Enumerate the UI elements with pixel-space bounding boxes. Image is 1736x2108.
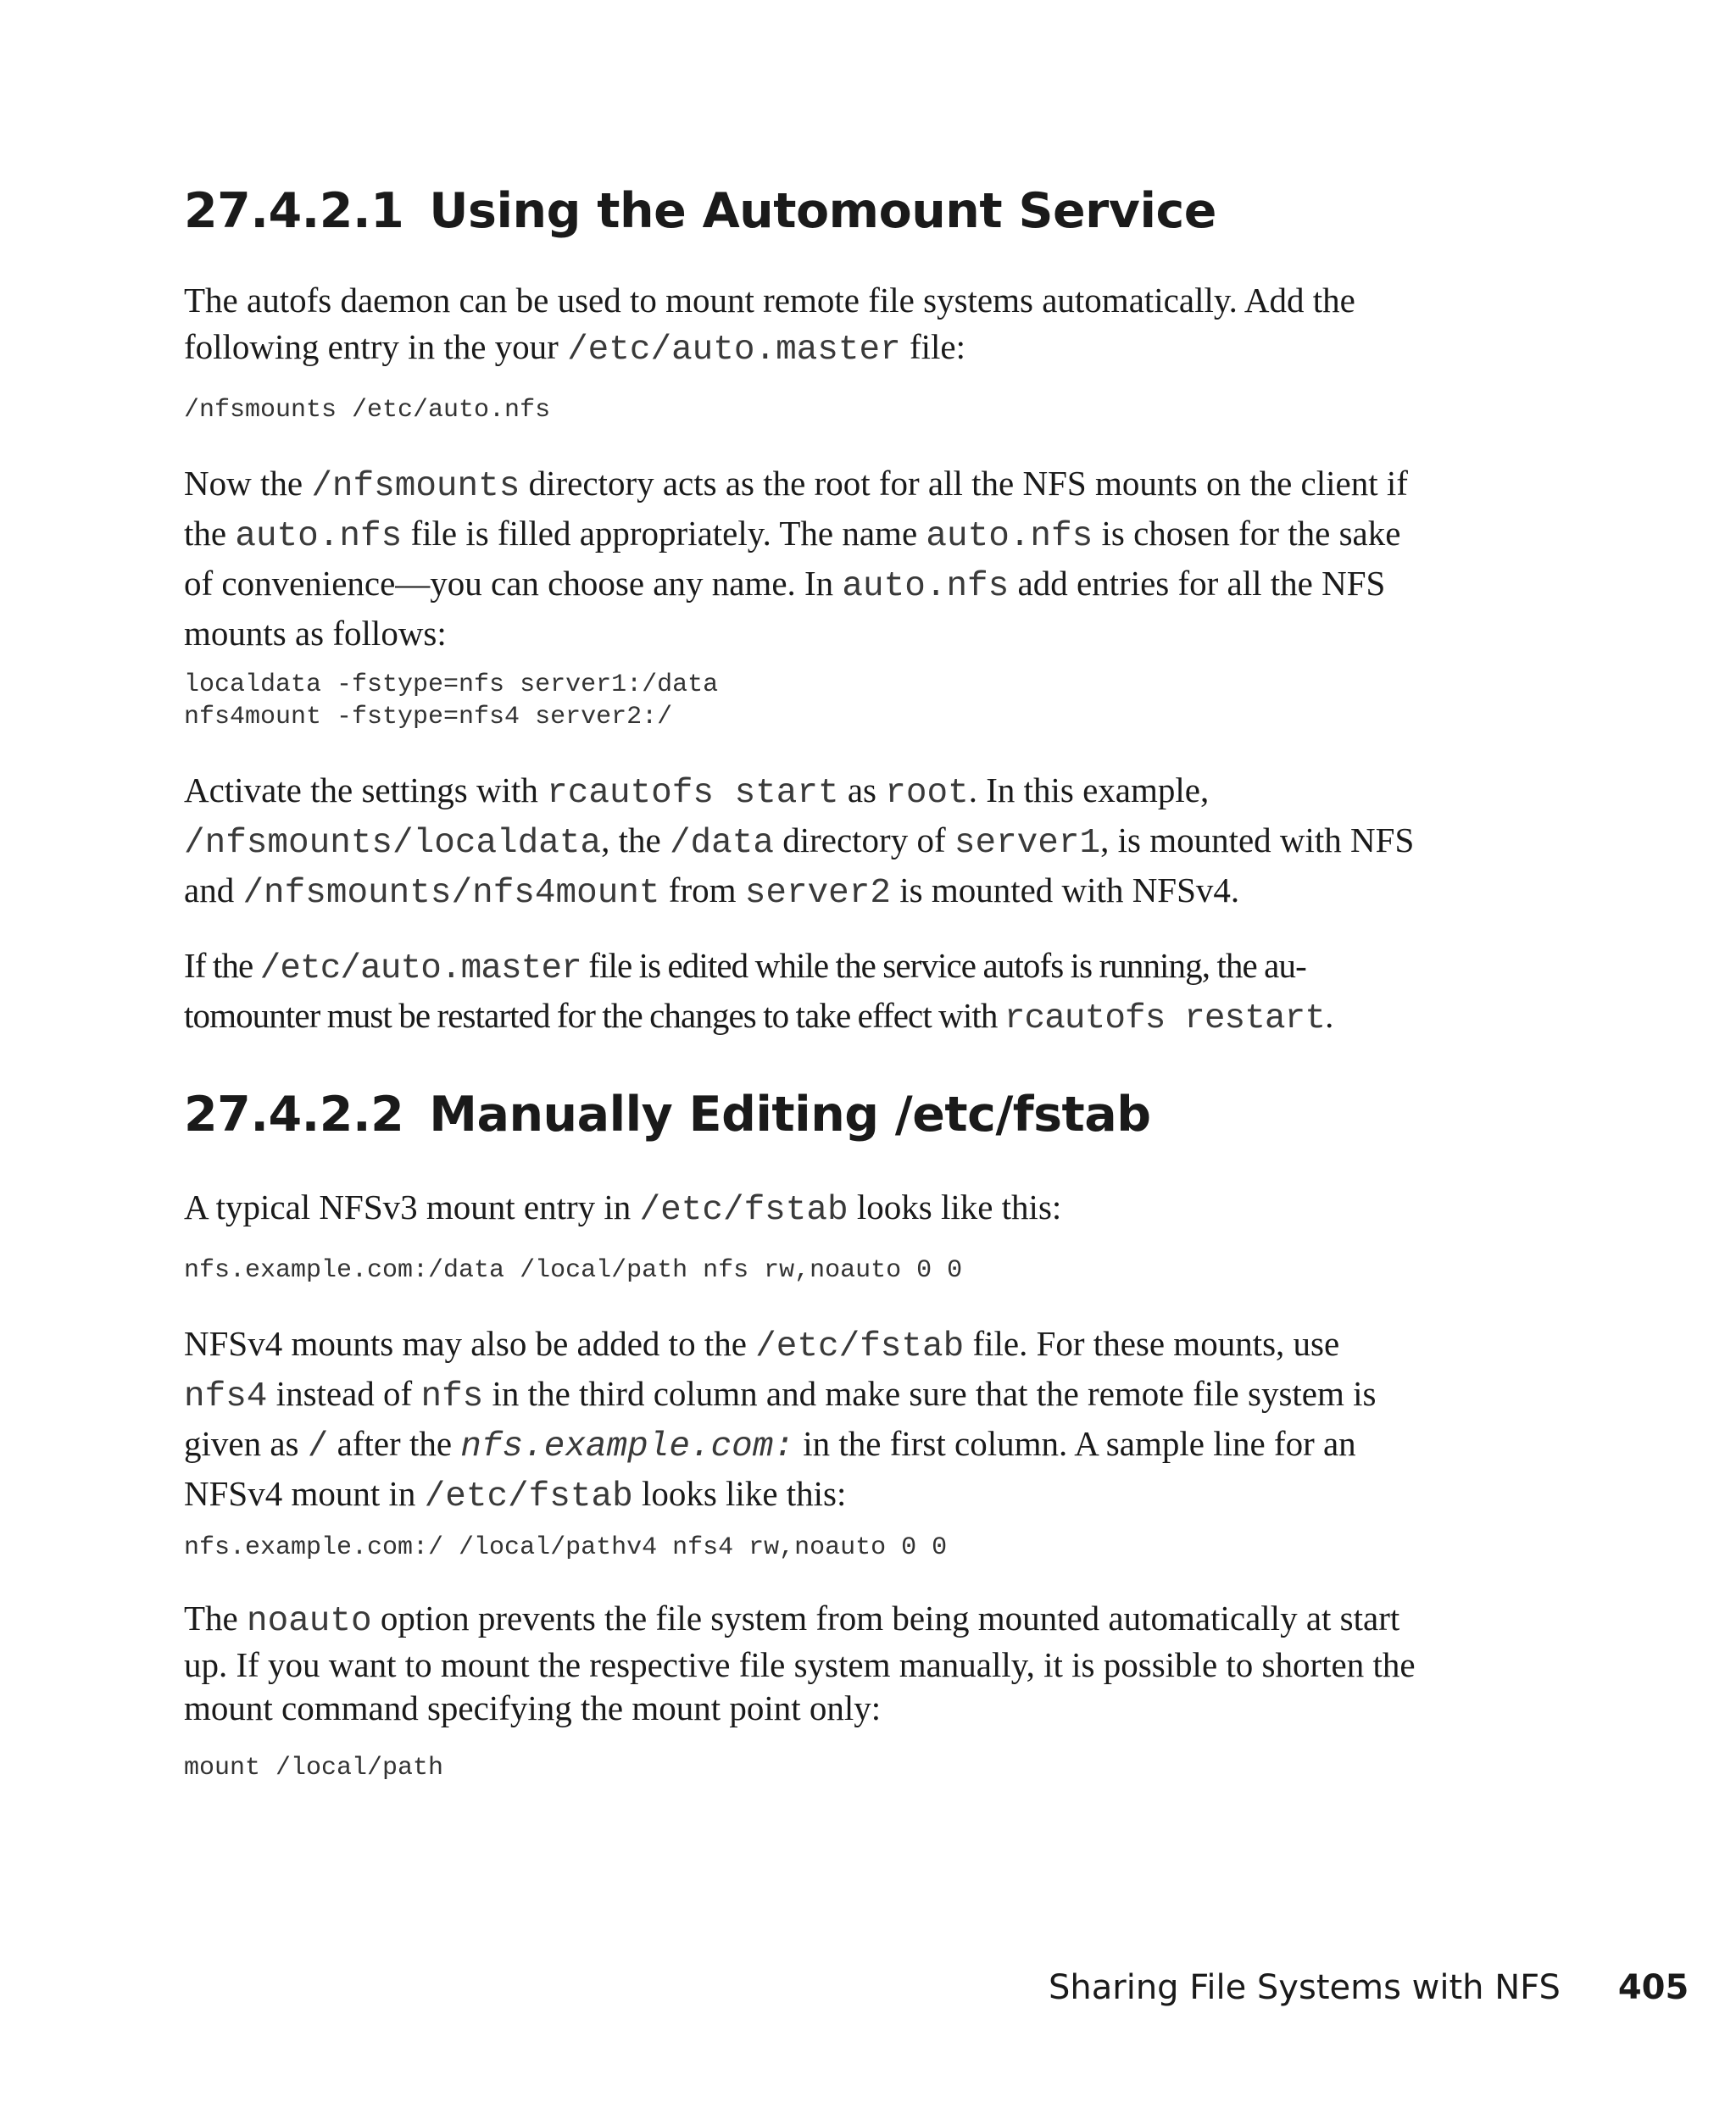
section-number: 27.4.2.2 — [184, 1087, 404, 1143]
code-block: nfs.example.com:/data /local/path nfs rw,noauto 0 0 — [184, 1256, 963, 1285]
code-block: /nfsmounts /etc/auto.nfs — [184, 396, 551, 425]
paragraph: If the /etc/auto.master file is edited while the service autofs is running, the au-tomounter must be restarted for the changes to take effect with rcautofs restart. — [184, 946, 1333, 1038]
page-footer — [1049, 1968, 1689, 2007]
page-number: 405 — [1617, 1968, 1689, 2007]
paragraph: The noauto option prevents the file system from being mounted automatically at start up. If you want to mount the respective file system manually, it is possible to shorten the mount command specifying the mount point only: — [184, 1599, 1416, 1727]
code-block: localdata -fstype=nfs server1:/data nfs4mount -fstype=nfs4 server2:/ — [184, 670, 719, 731]
section-number: 27.4.2.1 — [184, 183, 404, 239]
section-heading-fstab — [184, 1087, 1151, 1143]
footer-chapter-title: Sharing File Systems with NFS — [1049, 1968, 1561, 2007]
paragraph: Now the /nfsmounts directory acts as the root for all the NFS mounts on the client if the auto.nfs file is filled appropriately. The name auto.nfs is chosen for the sake of convenience—you can choose any name. In auto.nfs add entries for all the NFS mounts as follows: — [184, 464, 1408, 653]
code-block: mount /local/path — [184, 1754, 444, 1783]
section-title: Manually Editing /etc/fstab — [429, 1087, 1151, 1143]
paragraph: Activate the settings with rcautofs start as root. In this example, /nfsmounts/localdata, the /data directory of server1, is mounted with NFS and /nfsmounts/nfs4mount from server2 is mounted with NFSv4. — [184, 770, 1415, 913]
section-heading-automount — [184, 183, 1216, 239]
paragraph: NFSv4 mounts may also be added to the /etc/fstab file. For these mounts, use nfs4 instead of nfs in the third column and make sure that the remote file system is given as / after the nfs.example.com: in the first column. A sample line for an NFSv4 mount in /etc/fstab looks like this: — [184, 1324, 1377, 1516]
code-block: nfs.example.com:/ /local/pathv4 nfs4 rw,noauto 0 0 — [184, 1533, 948, 1562]
paragraph: The autofs daemon can be used to mount remote file systems automatically. Add the following entry in the your /etc/auto.master file: — [184, 281, 1355, 370]
section-title: Using the Automount Service — [429, 183, 1216, 239]
paragraph: A typical NFSv3 mount entry in /etc/fstab looks like this: — [184, 1187, 1062, 1230]
